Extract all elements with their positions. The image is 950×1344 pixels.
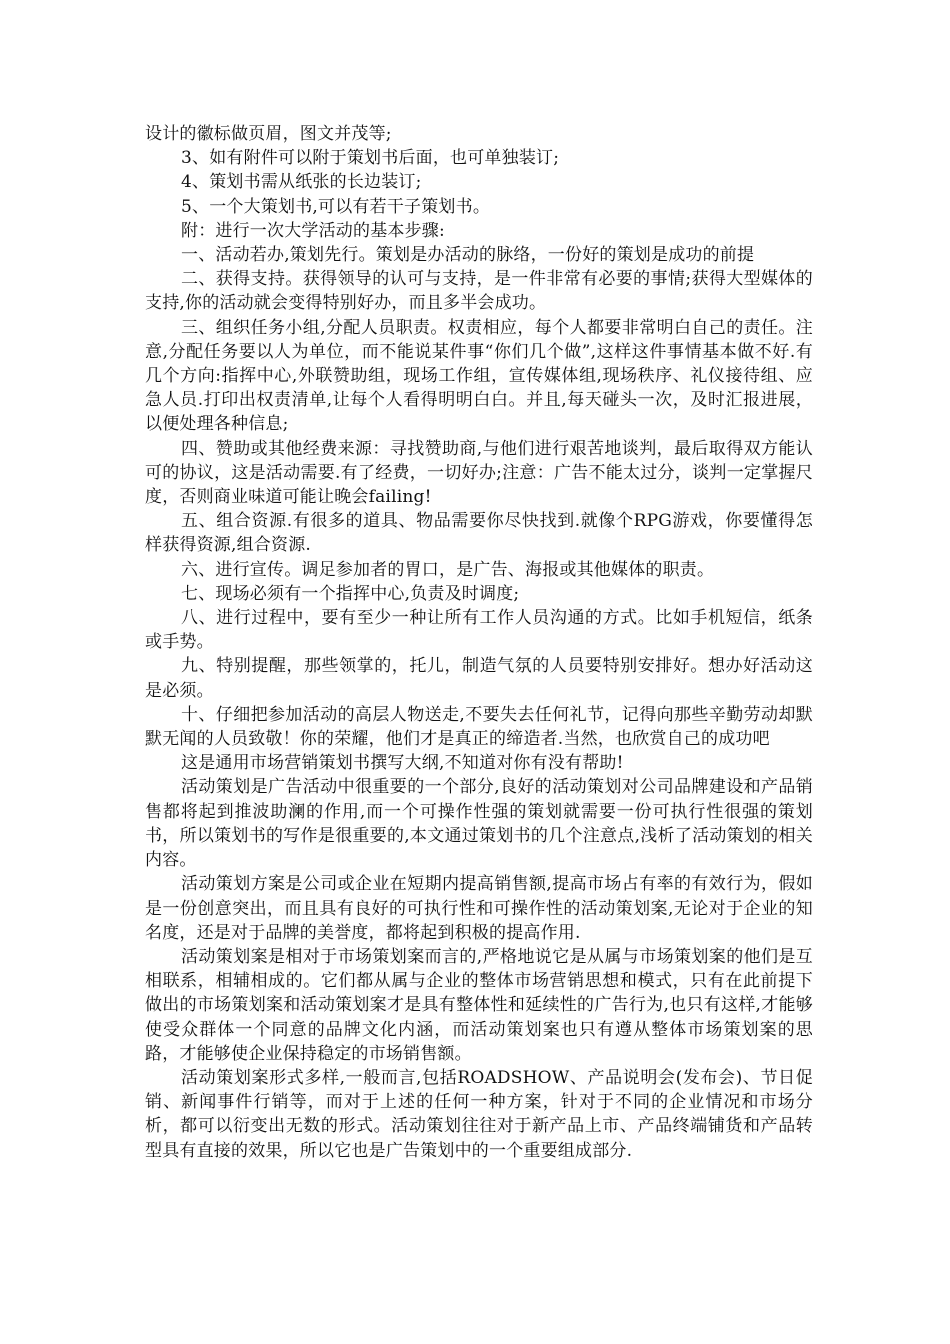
- paragraph-7: 二、获得支持。获得领导的认可与支持，是一件非常有必要的事情;获得大型媒体的支持,你的活动就会变得特别好办，而且多半会成功。: [145, 269, 813, 314]
- document-body: [145, 122, 813, 1163]
- paragraph-11: 六、进行宣传。调足参加者的胃口，是广告、海报或其他媒体的职责。: [181, 559, 715, 580]
- paragraph-9: 四、赞助或其他经费来源：寻找赞助商,与他们进行艰苦地谈判，最后取得双方能认可的协议，这是活动需要.有了经费，一切好办;注意：广告不能太过分，谈判一定掌握尺度，否则商业味道可能让晚会failing!: [145, 438, 813, 508]
- paragraph-12: 七、现场必须有一个指挥中心,负责及时调度;: [181, 583, 520, 604]
- paragraph-16: 这是通用市场营销策划书撰写大纲,不知道对你有没有帮助!: [181, 753, 624, 774]
- paragraph-15: 十、仔细把参加活动的高层人物送走,不要失去任何礼节，记得向那些辛勤劳动却默默无闻的人员致敬！你的荣耀，他们才是真正的缔造者.当然，也欣赏自己的成功吧: [145, 704, 813, 750]
- paragraph-3: 4、策划书需从纸张的长边装订;: [181, 172, 422, 193]
- paragraph-17: 活动策划是广告活动中很重要的一个部分,良好的活动策划对公司品牌建设和产品销售都将起到推波助澜的作用,而一个可操作性强的策划就需要一份可执行性很强的策划书，所以策划书的写作是很重要的,本文通过策划书的几个注意点,浅析了活动策划的相关内容。: [145, 777, 813, 871]
- paragraph-10: 五、组合资源.有很多的道具、物品需要你尽快找到.就像个RPG游戏，你要懂得怎样获得资源,组合资源.: [145, 511, 813, 556]
- paragraph-1: 设计的徽标做页眉，图文并茂等;: [145, 124, 392, 144]
- paragraph-19: 活动策划案是相对于市场策划案而言的,严格地说它是从属与市场策划案的他们是互相联系，相辅相成的。它们都从属与企业的整体市场营销思想和模式，只有在此前提下做出的市场策划案和活动策划案才是具有整体性和延续性的广告行为,也只有这样,才能够使受众群体一个同意的品牌文化内涵，而活动策划案也只有遵从整体市场策划案的思路，才能够使企业保持稳定的市场销售额。: [145, 946, 813, 1064]
- paragraph-20: 活动策划案形式多样,一般而言,包括ROADSHOW、产品说明会(发布会)、节日促销、新闻事件行销等，而对于上述的任何一种方案，针对于不同的企业情况和市场分析，都可以衍变出无数的形式。活动策划往往对于新产品上市、产品终端铺货和产品转型具有直接的效果，所以它也是广告策划中的一个重要组成部分.: [145, 1067, 813, 1161]
- paragraph-18: 活动策划方案是公司或企业在短期内提高销售额,提高市场占有率的有效行为，假如是一份创意突出，而且具有良好的可执行性和可操作性的活动策划案,无论对于企业的知名度，还是对于品牌的美誉度，都将起到积极的提高作用.: [145, 874, 813, 943]
- paragraph-14: 九、特别提醒，那些领掌的，托儿，制造气氛的人员要特别安排好。想办好活动这是必须。: [145, 656, 813, 701]
- paragraph-4: 5、一个大策划书,可以有若干子策划书。: [181, 196, 491, 217]
- paragraph-13: 八、进行过程中，要有至少一种让所有工作人员沟通的方式。比如手机短信，纸条或手势。: [145, 608, 813, 653]
- paragraph-2: 3、如有附件可以附于策划书后面，也可单独装订;: [181, 148, 560, 169]
- paragraph-5: 附：进行一次大学活动的基本步骤:: [181, 220, 445, 241]
- paragraph-8: 三、组织任务小组,分配人员职责。权责相应，每个人都要非常明白自己的责任。注意,分配任务要以人为单位，而不能说某件事“你们几个做”,这样这件事情基本做不好.有几个方向:指挥中心,外联赞助组，现场工作组，宣传媒体组,现场秩序、礼仪接待组、应急人员.打印出权责清单,让每个人看得明明白白。并且,每天碰头一次，及时汇报进展，以便处理各种信息;: [145, 317, 813, 435]
- paragraph-6: 一、活动若办,策划先行。策划是办活动的脉络，一份好的策划是成功的前提: [181, 245, 755, 266]
